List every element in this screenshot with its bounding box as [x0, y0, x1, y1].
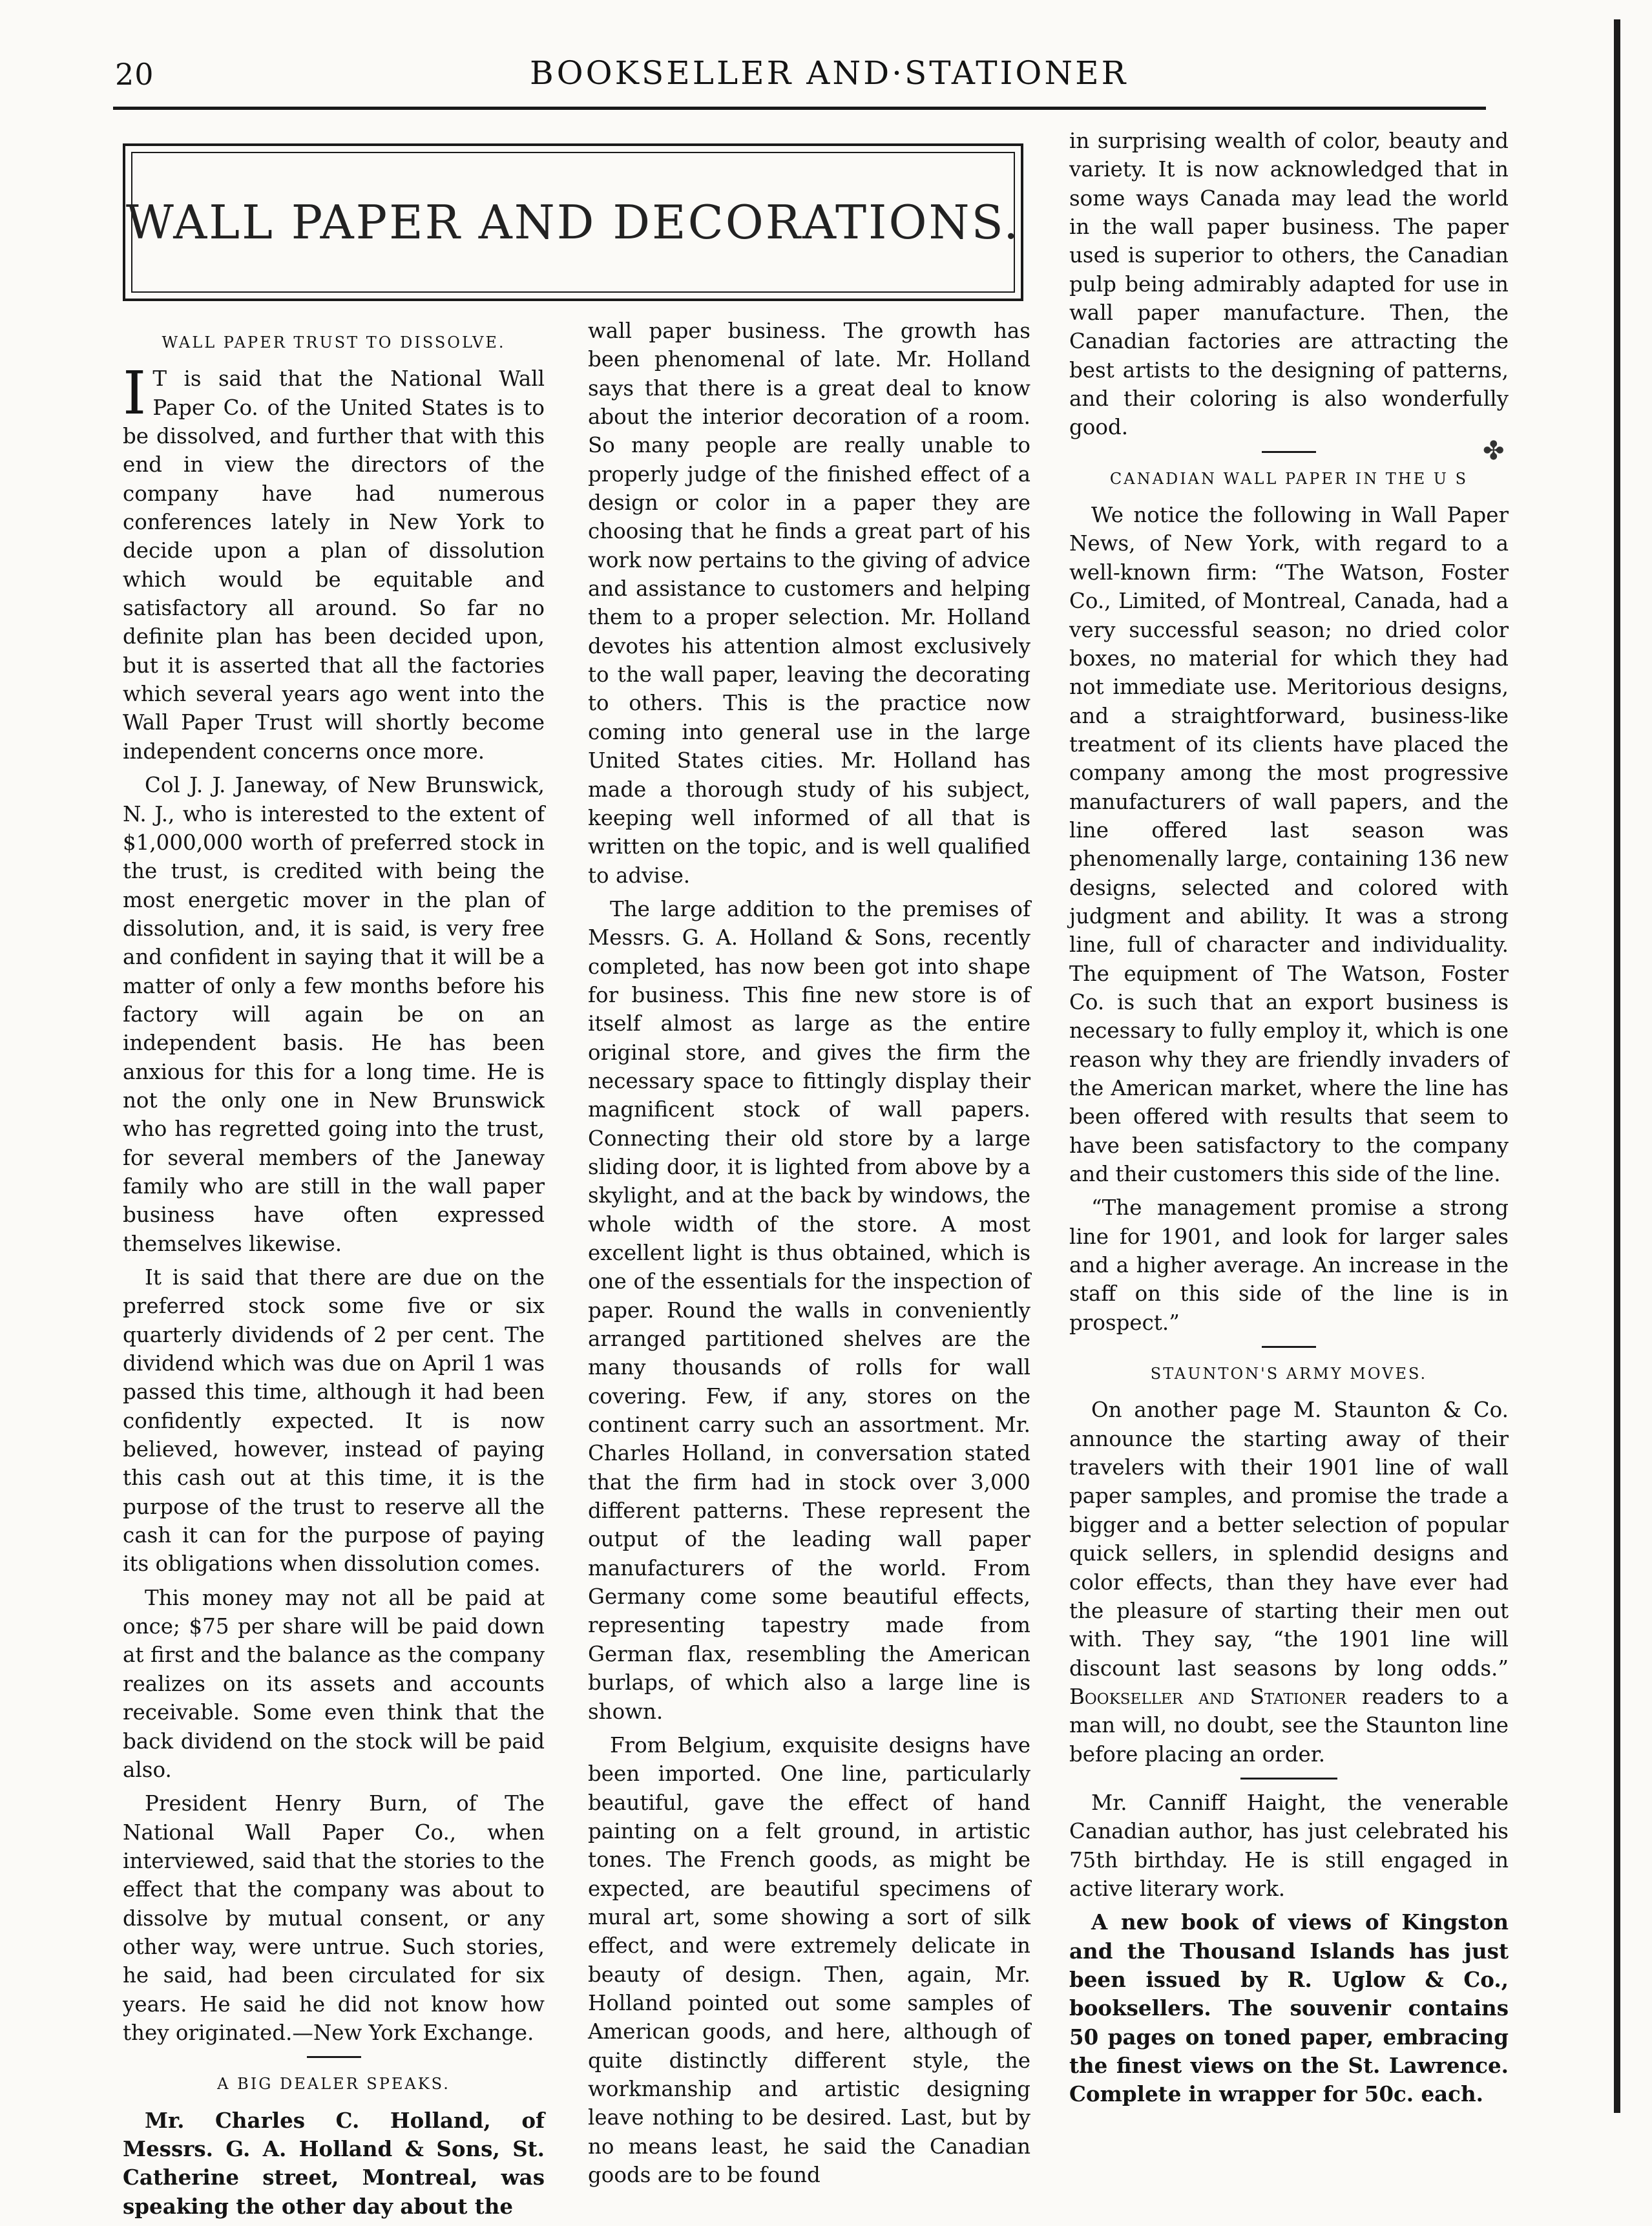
paragraph: Col J. J. Janeway, of New Brunswick, N. J., who is interested to the extent of $1,000,000 worth of preferred stock in the trust, is credited with being the most energetic mover in the plan of dissolution, and, it is said, is very free and confident in saying that it will be a matter of only a few months before his factory will again be on an independent basis. He has been anxious for this for a long time. He is not the only one in New Brunswick who has regretted going into the trust, for several members of the Janeway family who are still in the wall paper business have often expressed themselves likewise. [123, 773, 545, 1256]
paragraph: President Henry Burn, of The National Wall Paper Co., when interviewed, said that the stories to the effect that the company was about to dissolve by mutual consent, or any other way, were untrue. Such stories, he said, had been circulated for six years. He said he did not know how they originated.—New York Exchange. [123, 1791, 545, 2045]
column-left [123, 317, 545, 2226]
paragraph-text: T is said that the National Wall Paper Co. of the United States is to be dissolved, and further that with this end in view the directors of the company have had numerous conferences lately in New York to decide upon a plan of dissolution which would be equitable and satisfactory all around. So far no definite plan has been decided upon, but it is asserted that all the factories which several years ago went into the Wall Paper Trust will shortly become independent concerns once more. [123, 366, 545, 764]
paragraph: We notice the following in Wall Paper News, of New York, with regard to a well-known firm: “The Watson, Foster Co., Limited, of Montreal, Canada, had a very successful season; no dried color boxes, no material for which they had not immediate use. Meritorious designs, and a straightforward, business-like treatment of its clients have placed the company among the most progressive manufacturers of wall papers, and the line offered last season was phenomenally large, containing 136 new designs, selected and colored with judgment and ability. It was a strong line, full of character and individuality. The equipment of The Watson, Foster Co. is such that an export business is necessary to fully employ it, which is one reason why they are friendly invaders of the American market, where the line has been offered with results that seem to have been satisfactory to the company and their customers this side of the line. [1069, 503, 1509, 1187]
paragraph: This money may not all be paid at once; $75 per share will be paid down at first and the balance as the company realizes on its assets and accounts receivable. Some even think that the back dividend on the stock will be paid also. [123, 1585, 545, 1782]
section-separator [1240, 1778, 1337, 1780]
paragraph-text: readers to a man will, no doubt, see the Staunton line before placing an order. [1069, 1684, 1509, 1767]
paragraph: The large addition to the premises of Messrs. G. A. Holland & Sons, recently completed, has now been got into shape for business. This fine new store is of itself almost as large as the entire original store, and gives the firm the necessary space to fittingly display their magnificent stock of wall papers. Connecting their old store by a large sliding door, it is lighted from above by a skylight, and at the back by windows, the whole width of the store. A most excellent light is thus obtained, which is one of the essentials for the inspection of paper. Round the walls in conveniently arranged partitioned shelves are the many thousands of rolls for wall covering. Few, if any, stores on the continent carry such an assortment. Mr. Charles Holland, in conversation stated that the firm had in stock over 3,000 different patterns. These represent the output of the leading wall paper manufacturers of the world. From Germany come some beautiful effects, representing tapestry made from German flax, resembling the American burlaps, of which also a large line is shown. [588, 896, 1030, 1724]
subhead-trust-dissolve: WALL PAPER TRUST TO DISSOLVE. [162, 333, 506, 352]
paragraph: From Belgium, exquisite designs have been imported. One line, particularly beautiful, gave the effect of hand painting on a felt ground, in artistic tones. The French goods, as might be expected, are beautiful specimens of mural art, some showing a sort of silk effect, and were extremely delicate in beauty of design. Then, again, Mr. Holland pointed out some samples of American goods, and here, although of quite distinctly different style, the workmanship and artistic designing leave nothing to be desired. Last, but by no means least, he said the Canadian goods are to be found [588, 1732, 1030, 2187]
section-separator [307, 2056, 361, 2058]
subhead-big-dealer: A BIG DEALER SPEAKS. [217, 2075, 450, 2094]
column-right [1069, 127, 1509, 2114]
subhead-staunton: STAUNTON'S ARMY MOVES. [1150, 1365, 1428, 1383]
paragraph [1069, 1396, 1509, 1768]
paragraph: It is said that there are due on the preferred stock some five or six quarterly dividends of 2 per cent. The dividend which was due on April 1 was passed this time, although it had been confidently expected. It is now believed, however, instead of paying this cash out at this time, it is the purpose of the trust to reserve all the cash it can for the purpose of paying its obligations when dissolution comes. [123, 1265, 545, 1577]
section-title-inner-frame [125, 152, 1021, 293]
header-rule [113, 107, 1486, 110]
subhead-canadian-wall-paper: CANADIAN WALL PAPER IN THE U S [1109, 469, 1469, 488]
section-title: WALL PAPER AND DECORATIONS. [125, 195, 1021, 249]
column-middle [588, 317, 1030, 2194]
journal-name: Bookseller and Stationer [1069, 1684, 1346, 1709]
section-separator [1262, 1346, 1316, 1348]
paragraph: in surprising wealth of color, beauty and variety. It is now acknowledged that in some ways Canada may lead the world in the wall paper business. The paper used is superior to others, the Canadian pulp being admirably adapted for use in wall paper manufacture. Then, the Canadian factories are attracting the best artists to the designing of patterns, and their coloring is also wonderfully good. [1069, 129, 1509, 440]
page-number: 20 [115, 57, 154, 92]
page-edge-binding [1614, 19, 1620, 2113]
paragraph: A new book of views of Kingston and the Thousand Islands has just been issued by R. Uglow & Co., booksellers. The souvenir contains 50 pages on toned paper, embracing the finest views on the St. Lawrence. Complete in wrapper for 50c. each. [1069, 1909, 1509, 2107]
paragraph [123, 359, 545, 766]
section-separator [1262, 451, 1316, 453]
paragraph: wall paper business. The growth has been phenomenal of late. Mr. Holland says that there is a great deal to know about the interior decoration of a room. So many people are really unable to properly judge of the finished effect of a design or color in a paper they are choosing that he finds a great part of his work now pertains to the giving of advice and assistance to customers and helping them to a proper selection. Mr. Holland devotes his attention almost exclusively to the wall paper, leaving the decorating to others. This is the practice now coming into general use in the large United States cities. Mr. Holland has made a thorough study of his subject, keeping well informed of all that is written on the topic, and is well qualified to advise. [588, 319, 1030, 888]
paragraph: Mr. Canniff Haight, the venerable Canadian author, has just celebrated his 75th birthday. He is still engaged in active literary work. [1069, 1790, 1509, 1901]
paragraph: Mr. Charles C. Holland, of Messrs. G. A. Holland & Sons, St. Catherine street, Montreal, was speaking the other day about the [123, 2107, 545, 2219]
paragraph: “The management promise a strong line for 1901, and look for larger sales and a higher average. An increase in the staff on this side of the line is in prospect.” [1069, 1195, 1509, 1335]
paragraph-text: On another page M. Staunton & Co. announce the starting away of their travelers with their 1901 line of wall paper samples, and promise the trade a bigger and a better selection of popular quick sellers, in splendid designs and color effects, than they have ever had the pleasure of starting their men out with. They say, “the 1901 line will discount last seasons by long odds.” [1069, 1398, 1509, 1681]
drop-cap: I [123, 359, 147, 428]
ornament-icon: ✤ [1483, 436, 1505, 466]
running-title: BOOKSELLER AND·STATIONER [530, 54, 1129, 92]
section-title-box [123, 143, 1023, 301]
